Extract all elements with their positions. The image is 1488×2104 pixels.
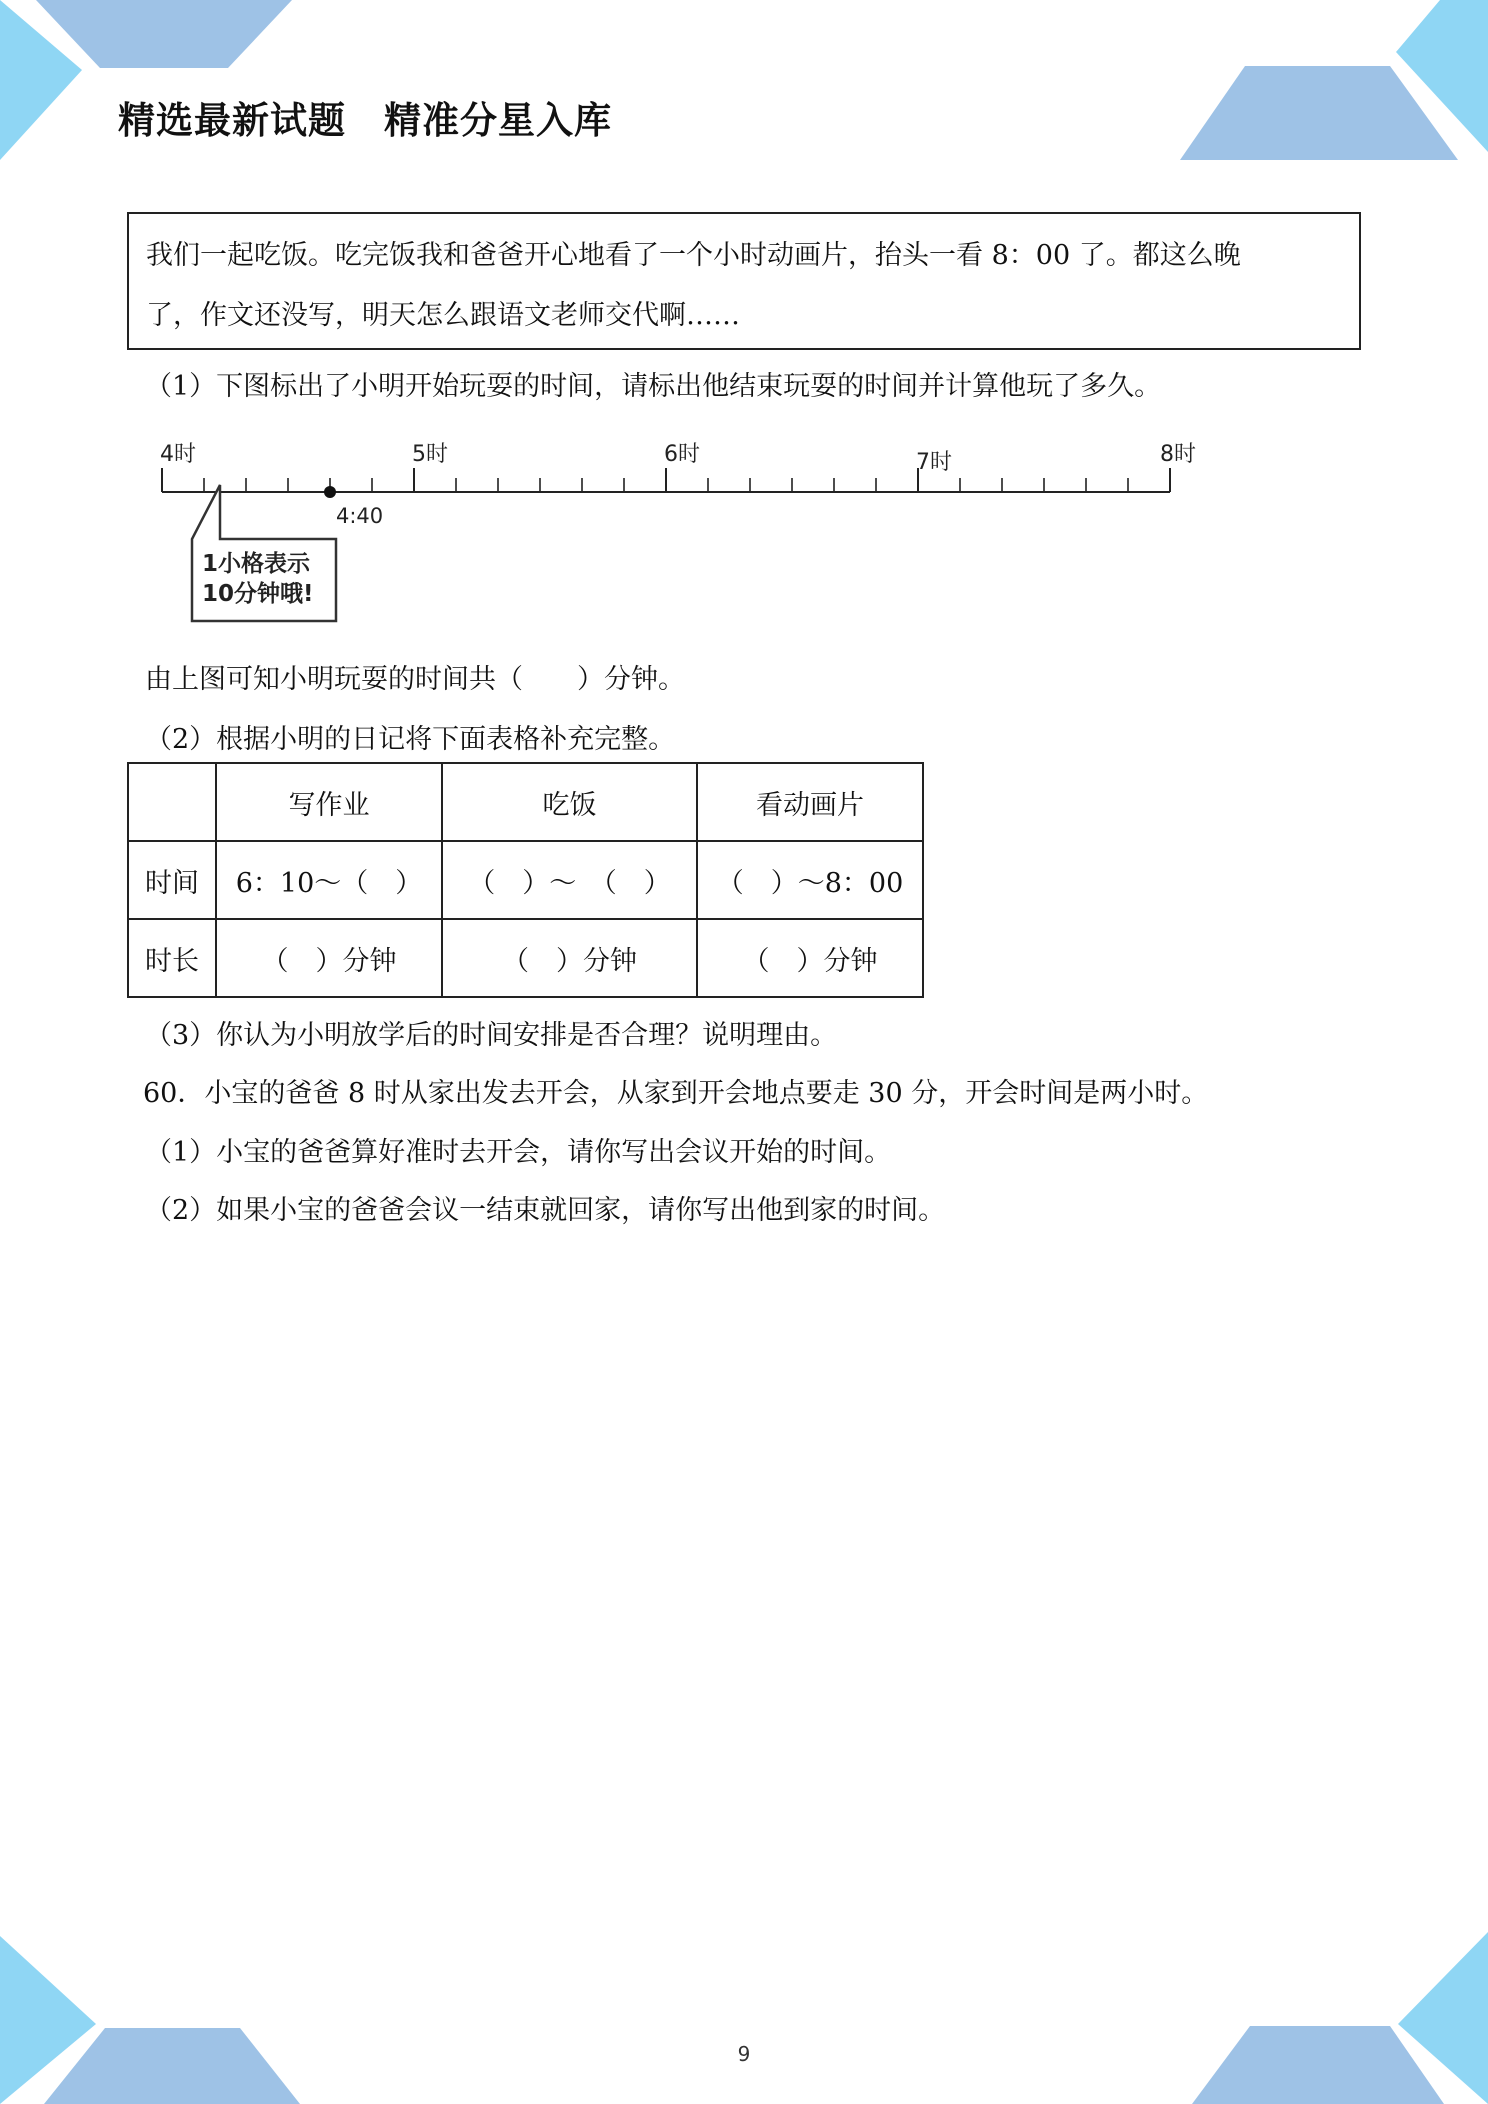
start-time-label: 4:40 xyxy=(336,504,384,528)
question-1-answer: 由上图可知小明玩耍的时间共（ ）分钟。 xyxy=(145,664,685,695)
timeline-hour-label: 8时 xyxy=(1160,442,1196,467)
table-header-cell: 吃饭 xyxy=(442,763,697,841)
timeline-ticks xyxy=(162,468,1170,492)
table-header-cell: 写作业 xyxy=(216,763,442,841)
question-60-part-1: （1）小宝的爸爸算好准时去开会，请你写出会议开始的时间。 xyxy=(145,1137,892,1168)
bottom-left-trapezoid xyxy=(44,2028,300,2104)
header-title: 精选最新试题 精准分星入库 xyxy=(118,99,612,142)
question-2: （2）根据小明的日记将下面表格补充完整。 xyxy=(145,724,676,755)
story-box xyxy=(127,212,1361,350)
top-left-bar xyxy=(36,0,292,68)
timeline-diagram xyxy=(140,425,1200,625)
top-right-trapezoid xyxy=(1180,66,1458,160)
timeline-hour-labels xyxy=(160,442,1196,475)
table-cell: （ ）分钟 xyxy=(442,919,697,997)
question-60-part-2: （2）如果小宝的爸爸会议一结束就回家，请你写出他到家的时间。 xyxy=(145,1195,946,1226)
table-cell: 6：10～（ ） xyxy=(216,841,442,919)
table-cell: （ ）～ （ ） xyxy=(442,841,697,919)
table-cell: （ ）分钟 xyxy=(697,919,923,997)
schedule-table xyxy=(127,762,924,998)
question-60-stem: 60．小宝的爸爸 8 时从家出发去开会，从家到开会地点要走 30 分，开会时间是两小时。 xyxy=(143,1078,1209,1109)
start-time-dot xyxy=(324,486,336,498)
question-3: （3）你认为小明放学后的时间安排是否合理？说明理由。 xyxy=(145,1020,838,1051)
table-row xyxy=(128,841,923,919)
timeline-hour-label: 4时 xyxy=(160,442,196,467)
timeline-hour-label: 5时 xyxy=(412,442,448,467)
table-header-row xyxy=(128,763,923,841)
story-line-1: 我们一起吃饭。吃完饭我和爸爸开心地看了一个小时动画片，抬头一看 8：00 了。都这么晚 xyxy=(146,240,1241,271)
table-cell: 时间 xyxy=(128,841,216,919)
callout-text-line-1: 1小格表示 xyxy=(202,551,311,577)
question-1: （1）下图标出了小明开始玩耍的时间，请标出他结束玩耍的时间并计算他玩了多久。 xyxy=(145,371,1162,402)
table-cell: 时长 xyxy=(128,919,216,997)
table-row xyxy=(128,919,923,997)
table-header-cell: 看动画片 xyxy=(697,763,923,841)
timeline-hour-label: 7时 xyxy=(916,450,952,475)
table-cell: （ ）分钟 xyxy=(216,919,442,997)
table-cell: （ ）～8：00 xyxy=(697,841,923,919)
table-header-cell xyxy=(128,763,216,841)
callout-text-line-2: 10分钟哦! xyxy=(202,581,314,607)
timeline-hour-label: 6时 xyxy=(664,442,700,467)
page-number: 9 xyxy=(737,2042,751,2066)
story-line-2: 了，作文还没写，明天怎么跟语文老师交代啊…… xyxy=(146,300,740,331)
